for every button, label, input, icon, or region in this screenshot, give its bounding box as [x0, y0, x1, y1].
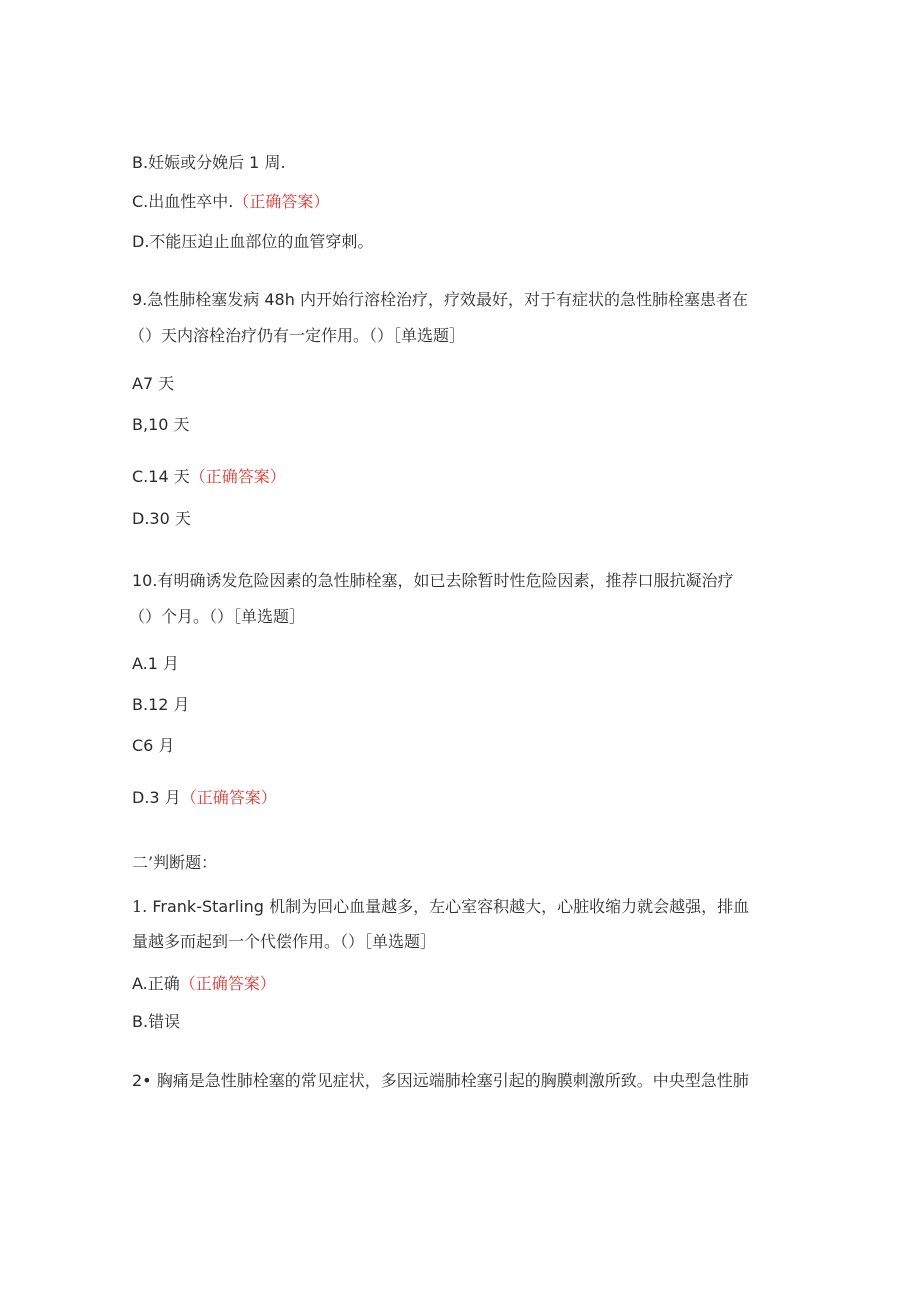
q8-option-d: D.不能压迫止血部位的血管穿刺。: [132, 232, 374, 251]
q10-option-d: D.3 月（正确答案）: [132, 788, 277, 807]
correct-answer-mark: （正确答案）: [179, 974, 276, 993]
section-heading-judgment: 二’判断题：: [132, 853, 218, 872]
q8-option-c: C.出血性卒中.（正确答案）: [132, 192, 330, 211]
j1-question-line2: 量越多而起到一个代偿作用。（）［单选题］: [132, 932, 437, 951]
q9-option-d: D.30 天: [132, 509, 191, 528]
q10-option-c: C6 月: [132, 736, 175, 755]
q10-question-line2: （）个月。（）［单选题］: [129, 607, 306, 626]
j1-option-a: A.正确（正确答案）: [132, 974, 276, 993]
j1-question-line1: 1. Frank-Starling 机制为回心血量越多，左心室容积越大，心脏收缩力就会越强，排血: [132, 897, 750, 916]
q9-question-line2: （）天内溶栓治疗仍有一定作用。（）［单选题］: [129, 326, 466, 345]
correct-answer-mark: （正确答案）: [233, 192, 330, 211]
j1-option-b: B.错误: [132, 1012, 181, 1031]
correct-answer-mark: （正确答案）: [189, 467, 286, 486]
q10-option-a: A.1 月: [132, 654, 180, 673]
q9-option-b: B,10 天: [132, 415, 190, 434]
q8-option-b: B.妊娠或分娩后 1 周.: [132, 153, 286, 172]
j2-question-line1: 2• 胸痛是急性肺栓塞的常见症状，多因远端肺栓塞引起的胸膜刺激所致。中央型急性肺: [132, 1071, 749, 1090]
correct-answer-mark: （正确答案）: [180, 788, 277, 807]
q9-option-c: C.14 天（正确答案）: [132, 467, 286, 486]
q9-question-line1: 9.急性肺栓塞发病 48h 内开始行溶栓治疗，疗效最好，对于有症状的急性肺栓塞患者在: [132, 290, 748, 309]
q10-question-line1: 10.有明确诱发危险因素的急性肺栓塞，如已去除暂时性危险因素，推荐口服抗凝治疗: [132, 571, 734, 590]
q10-option-b: B.12 月: [132, 695, 190, 714]
q9-option-a: A7 天: [132, 374, 175, 393]
